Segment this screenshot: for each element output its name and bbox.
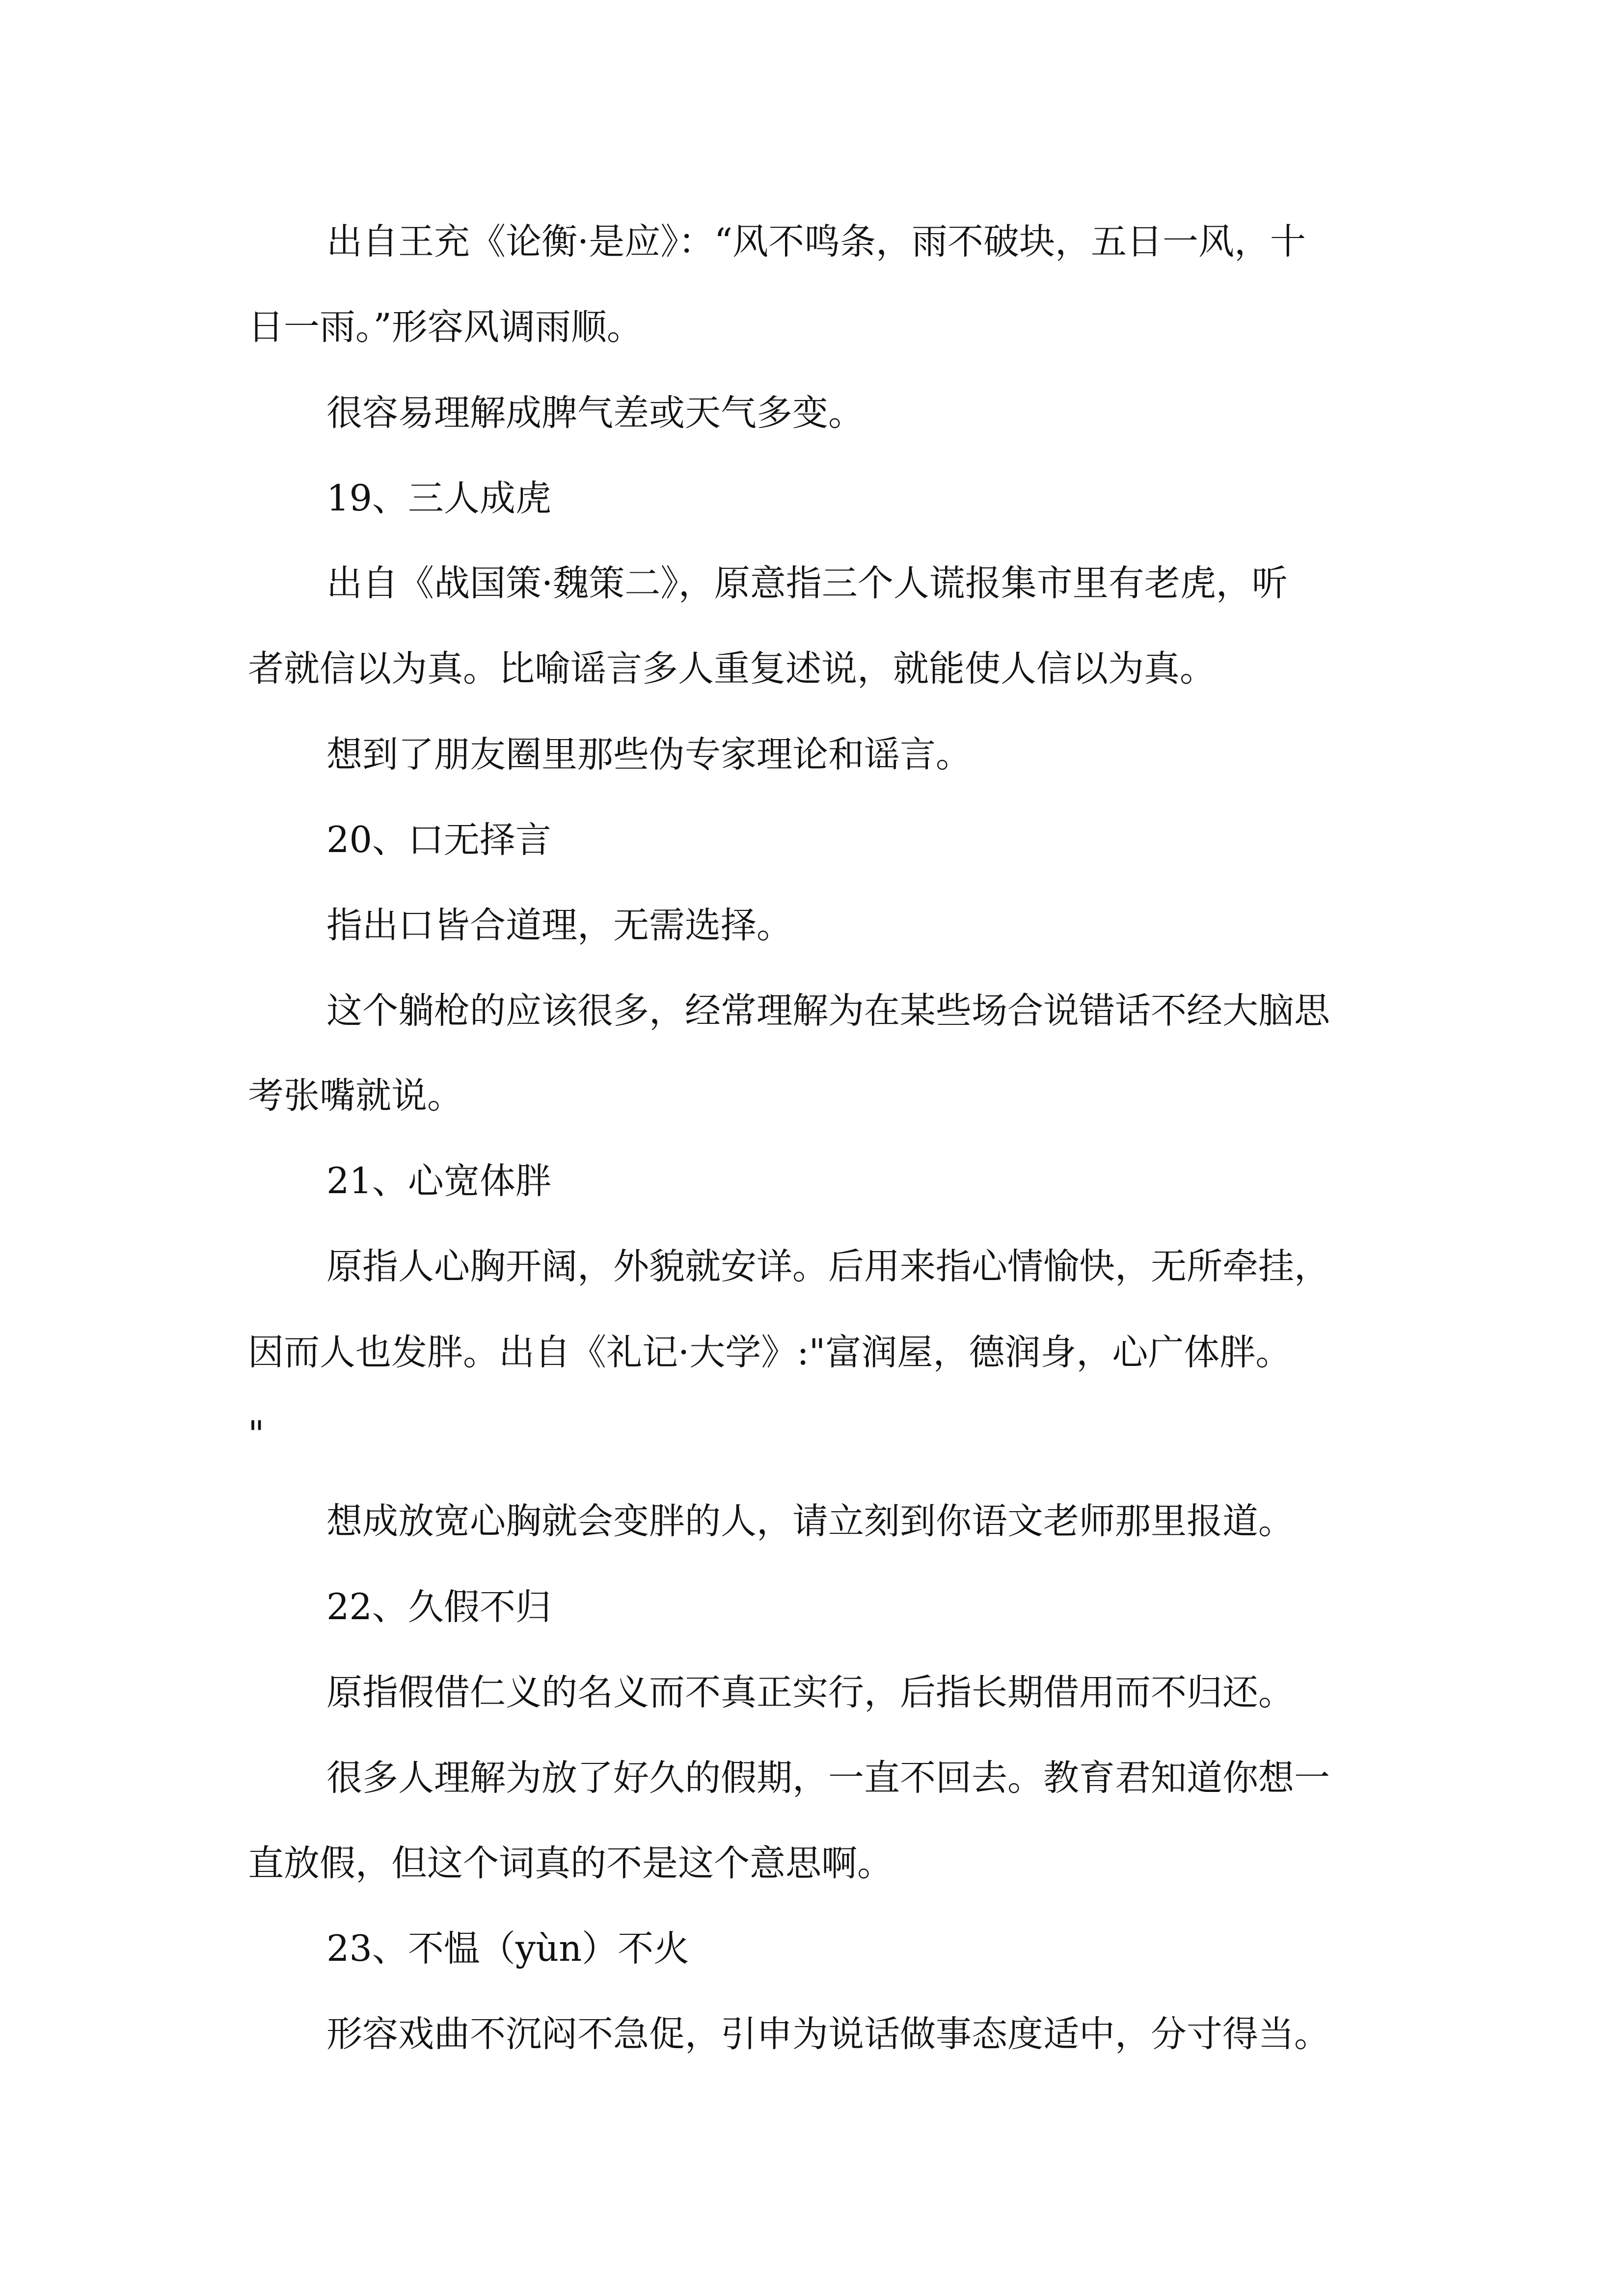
text-line: 出自王充《论衡·是应》：“风不鸣条，雨不破块，五日一风，十 bbox=[326, 221, 1306, 263]
section-heading: 22、久假不归 bbox=[326, 1586, 551, 1628]
text-line: 原指假借仁义的名义而不真正实行，后指长期借用而不归还。 bbox=[326, 1672, 1294, 1713]
section-heading: 19、三人成虎 bbox=[326, 478, 551, 519]
text-line: " bbox=[248, 1414, 265, 1455]
text-line: 想成放宽心胸就会变胖的人，请立刻到你语文老师那里报道。 bbox=[326, 1500, 1294, 1542]
text-line: 这个躺枪的应该很多，经常理解为在某些场合说错话不经大脑思 bbox=[326, 990, 1330, 1032]
text-line: 日一雨。”形容风调雨顺。 bbox=[248, 306, 643, 348]
section-heading: 23、不愠（yùn）不火 bbox=[326, 1928, 690, 1970]
text-line: 很容易理解成脾气差或天气多变。 bbox=[326, 392, 864, 434]
section-heading: 20、口无择言 bbox=[326, 819, 551, 861]
text-line: 者就信以为真。比喻谣言多人重复述说，就能使人信以为真。 bbox=[248, 648, 1216, 690]
text-line: 很多人理解为放了好久的假期，一直不回去。教育君知道你想一 bbox=[326, 1757, 1330, 1799]
text-line: 考张嘴就说。 bbox=[248, 1075, 463, 1117]
text-line: 想到了朋友圈里那些伪专家理论和谣言。 bbox=[326, 734, 972, 775]
section-heading: 21、心宽体胖 bbox=[326, 1160, 551, 1202]
text-line: 形容戏曲不沉闷不急促，引申为说话做事态度适中，分寸得当。 bbox=[326, 2013, 1330, 2055]
text-line: 原指人心胸开阔，外貌就安详。后用来指心情愉快，无所牵挂， bbox=[326, 1246, 1330, 1287]
text-line: 因而人也发胖。出自《礼记·大学》:"富润屋，德润身，心广体胖。 bbox=[248, 1332, 1292, 1373]
text-line: 出自《战国策·魏策二》，原意指三个人谎报集市里有老虎，听 bbox=[326, 562, 1288, 604]
text-line: 指出口皆合道理，无需选择。 bbox=[326, 905, 792, 946]
text-line: 直放假，但这个词真的不是这个意思啊。 bbox=[248, 1842, 893, 1884]
